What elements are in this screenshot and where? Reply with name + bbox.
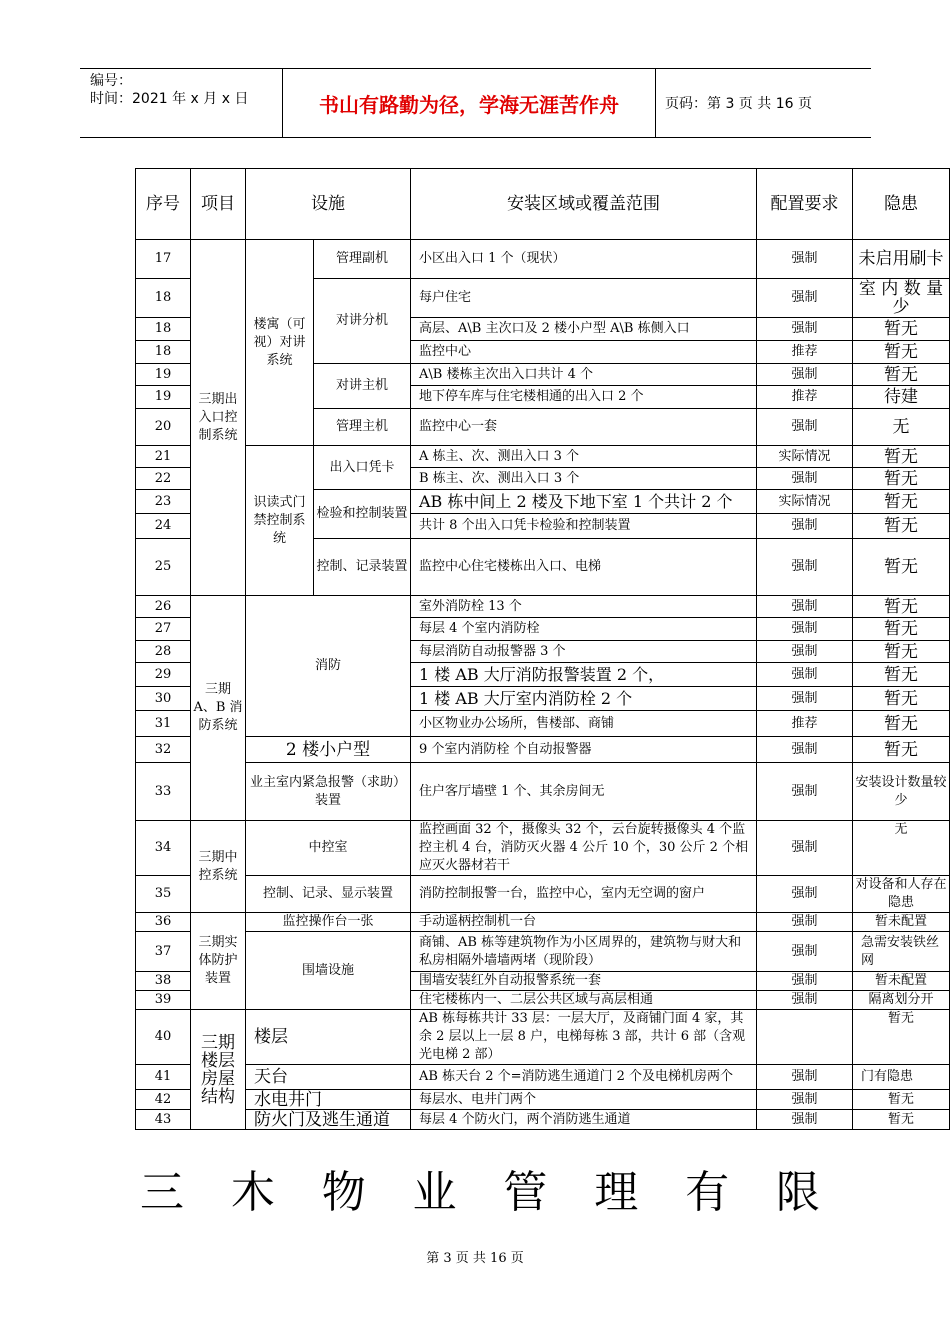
requirement-cell: 实际情况	[757, 446, 853, 468]
area-cell: 共计 8 个出入口凭卡检验和控制装置	[411, 514, 757, 539]
area-cell: 手动遥柄控制机一台	[411, 913, 757, 932]
requirement-cell: 强制	[757, 1090, 853, 1110]
number-label: 编号：	[90, 73, 132, 89]
area-cell: 每层 4 个室内消防栓	[411, 618, 757, 641]
header-cell-facility: 设施	[246, 169, 411, 240]
row-index: 36	[136, 913, 191, 932]
row-index: 31	[136, 711, 191, 737]
hazard-cell: 安装设计数量较少	[853, 763, 950, 821]
requirement-cell: 强制	[757, 737, 853, 763]
requirement-cell: 强制	[757, 763, 853, 821]
table-row	[136, 240, 950, 279]
banner-char: 限	[775, 1167, 820, 1218]
row-index: 21	[136, 446, 191, 468]
area-cell: AB 栋每栋共计 33 层：一层大厅，及商铺门面 4 家，其余 2 层以上一层 8 户，电梯每栋 3 部，共计 6 部（含观光电梯 2 部）	[411, 1010, 757, 1065]
requirement-cell: 强制	[757, 468, 853, 490]
project-building-structure: 三期楼层房屋结构	[191, 1010, 246, 1130]
area-cell: 每层 4 个防火门，两个消防逃生通道	[411, 1110, 757, 1130]
hazard-cell: 急需安装铁丝网	[853, 932, 950, 972]
table-header-row	[136, 169, 950, 240]
hazard-cell: 暂无	[853, 364, 950, 386]
banner-char: 三	[140, 1167, 184, 1218]
requirement-cell: 强制	[757, 1110, 853, 1130]
row-index: 17	[136, 240, 191, 279]
facility-card-system: 识读式门禁控制系统	[246, 446, 314, 596]
requirement-cell: 强制	[757, 318, 853, 341]
table-row	[136, 1010, 950, 1065]
project-fire: 三期 A、B 消防系统	[191, 596, 246, 821]
requirement-cell: 强制	[757, 240, 853, 279]
area-cell: 商铺、AB 栋等建筑物作为小区周界的，建筑物与财大和私房相隔外墙墙两堵（现阶段）	[411, 932, 757, 972]
requirement-cell: 强制	[757, 991, 853, 1010]
hazard-cell: 待建	[853, 386, 950, 409]
table-row	[136, 876, 950, 913]
area-cell: 高层、A\B 主次口及 2 楼小户型 A\B 栋侧入口	[411, 318, 757, 341]
facility-sub: 对讲主机	[314, 364, 411, 409]
requirement-cell: 强制	[757, 364, 853, 386]
area-cell: 小区出入口 1 个（现状）	[411, 240, 757, 279]
requirement-cell: 强制	[757, 514, 853, 539]
banner-char: 有	[685, 1167, 730, 1218]
facility-sub: 对讲分机	[314, 279, 411, 364]
table-row	[136, 1065, 950, 1090]
table-row	[136, 913, 950, 932]
area-cell: A 栋主、次、测出入口 3 个	[411, 446, 757, 468]
hazard-cell: 暂无	[853, 341, 950, 364]
row-index: 34	[136, 821, 191, 876]
area-cell: 住宅楼栋内一、二层公共区域与高层相通	[411, 991, 757, 1010]
area-cell: AB 栋中间上 2 楼及下地下室 1 个共计 2 个	[411, 490, 757, 514]
requirement-cell: 强制	[757, 641, 853, 663]
facility-cell: 水电井门	[246, 1090, 411, 1110]
row-index: 43	[136, 1110, 191, 1130]
facility-cell: 业主室内紧急报警（求助）装置	[246, 763, 411, 821]
area-cell: 1 楼 AB 大厅消防报警装置 2 个，	[411, 663, 757, 687]
hazard-cell: 暂无	[853, 663, 950, 687]
hazard-cell: 暂无	[853, 711, 950, 737]
banner-char: 物	[321, 1167, 366, 1218]
banner-char: 业	[412, 1167, 457, 1218]
facility-intercom-system: 楼寓（可视）对讲系统	[246, 240, 314, 446]
area-cell: 每层消防自动报警器 3 个	[411, 641, 757, 663]
area-cell: 监控画面 32 个，摄像头 32 个，云台旋转摄像头 4 个监控主机 4 台，消防灭火器 4 公斤 10 个，30 公斤 2 个相应灭火器材若干	[411, 821, 757, 876]
requirement-cell: 强制	[757, 279, 853, 318]
requirement-cell: 强制	[757, 409, 853, 446]
hazard-cell: 隔离划分开	[853, 991, 950, 1010]
area-cell: 监控中心一套	[411, 409, 757, 446]
row-index: 22	[136, 468, 191, 490]
row-index: 24	[136, 514, 191, 539]
row-index: 42	[136, 1090, 191, 1110]
hazard-cell: 暂无	[853, 687, 950, 711]
area-cell: 消防控制报警一台，监控中心，室内无空调的窗户	[411, 876, 757, 913]
hazard-cell: 未启用刷卡	[853, 240, 950, 279]
header-page-number: 页码：第 3 页 共 16 页	[665, 96, 812, 112]
facility-cell: 2 楼小户型	[246, 737, 411, 763]
facility-cell: 天台	[246, 1065, 411, 1090]
row-index: 19	[136, 364, 191, 386]
hazard-cell: 暂无	[853, 490, 950, 514]
security-facilities-table	[135, 168, 950, 1130]
facility-cell: 防火门及逃生通道	[246, 1110, 411, 1130]
hazard-cell: 无	[853, 821, 950, 876]
area-cell: 小区物业办公场所，售楼部、商铺	[411, 711, 757, 737]
row-index: 38	[136, 972, 191, 991]
facility-sub: 控制、记录装置	[314, 539, 411, 596]
hazard-cell: 对设备和人存在隐患	[853, 876, 950, 913]
table-row	[136, 763, 950, 821]
project-physical-protection: 三期实体防护装置	[191, 913, 246, 1010]
facility-fire: 消防	[246, 596, 411, 737]
hazard-cell: 暂未配置	[853, 972, 950, 991]
facility-sub: 检验和控制装置	[314, 490, 411, 539]
area-cell: AB 栋天台 2 个=消防逃生通道门 2 个及电梯机房两个	[411, 1065, 757, 1090]
hazard-cell: 暂无	[853, 446, 950, 468]
requirement-cell: 强制	[757, 596, 853, 618]
header-cell-area: 安装区域或覆盖范围	[411, 169, 757, 240]
hazard-cell: 暂未配置	[853, 913, 950, 932]
requirement-cell: 强制	[757, 1065, 853, 1090]
facility-cell: 监控操作台一张	[246, 913, 411, 932]
row-index: 32	[136, 737, 191, 763]
facility-sub: 出入口凭卡	[314, 446, 411, 490]
table-row	[136, 446, 950, 468]
row-index: 27	[136, 618, 191, 641]
facility-cell: 围墙设施	[246, 932, 411, 1010]
hazard-cell: 暂无	[853, 318, 950, 341]
hazard-cell: 暂无	[853, 1090, 950, 1110]
row-index: 18	[136, 279, 191, 318]
banner-char: 木	[230, 1167, 275, 1218]
area-cell: 室外消防栓 13 个	[411, 596, 757, 618]
banner-char: 理	[594, 1167, 639, 1218]
row-index: 25	[136, 539, 191, 596]
row-index: 29	[136, 663, 191, 687]
area-cell: 1 楼 AB 大厅室内消防栓 2 个	[411, 687, 757, 711]
requirement-cell: 推荐	[757, 386, 853, 409]
row-index: 19	[136, 386, 191, 409]
header-cell-requirement: 配置要求	[757, 169, 853, 240]
area-cell: 9 个室内消防栓 个自动报警器	[411, 737, 757, 763]
header-meta	[80, 69, 283, 137]
area-cell: 地下停车库与住宅楼相通的出入口 2 个	[411, 386, 757, 409]
facility-cell: 楼层	[246, 1010, 411, 1065]
hazard-cell: 暂无	[853, 596, 950, 618]
requirement-cell: 实际情况	[757, 490, 853, 514]
area-cell: 监控中心	[411, 341, 757, 364]
header-motto: 书山有路勤为径，学海无涯苦作舟	[283, 69, 656, 137]
requirement-cell: 强制	[757, 876, 853, 913]
hazard-cell: 暂无	[853, 618, 950, 641]
hazard-cell: 暂无	[853, 468, 950, 490]
page-header	[80, 68, 871, 138]
area-cell: 每层水、电井门两个	[411, 1090, 757, 1110]
company-banner	[140, 1156, 820, 1220]
area-cell: A\B 楼栋主次出入口共计 4 个	[411, 364, 757, 386]
table-row	[136, 1090, 950, 1110]
hazard-cell: 暂无	[853, 737, 950, 763]
area-cell: 围墙安装红外自动报警系统一套	[411, 972, 757, 991]
table-row	[136, 1110, 950, 1130]
row-index: 33	[136, 763, 191, 821]
facility-cell: 控制、记录、显示装置	[246, 876, 411, 913]
requirement-cell: 强制	[757, 618, 853, 641]
row-index: 40	[136, 1010, 191, 1065]
header-cell-index: 序号	[136, 169, 191, 240]
hazard-cell: 暂无	[853, 1010, 950, 1065]
row-index: 23	[136, 490, 191, 514]
row-index: 35	[136, 876, 191, 913]
hazard-cell: 暂无	[853, 539, 950, 596]
requirement-cell: 强制	[757, 687, 853, 711]
requirement-cell: 强制	[757, 539, 853, 596]
requirement-cell: 强制	[757, 663, 853, 687]
row-index: 39	[136, 991, 191, 1010]
facility-cell: 中控室	[246, 821, 411, 876]
hazard-cell: 室 内 数 量 少	[853, 279, 950, 318]
hazard-cell: 无	[853, 409, 950, 446]
requirement-cell: 强制	[757, 913, 853, 932]
table-row	[136, 821, 950, 876]
hazard-cell: 门有隐患	[853, 1065, 950, 1090]
project-central-control: 三期中控系统	[191, 821, 246, 913]
banner-char: 管	[503, 1167, 548, 1218]
requirement-cell: 强制	[757, 932, 853, 972]
requirement-cell: 强制	[757, 821, 853, 876]
date-label: 时间：2021 年 x 月 x 日	[90, 91, 249, 107]
area-cell: 住户客厅墙壁 1 个、其余房间无	[411, 763, 757, 821]
facility-sub: 管理副机	[314, 240, 411, 279]
row-index: 20	[136, 409, 191, 446]
requirement-cell: 强制	[757, 972, 853, 991]
area-cell: B 栋主、次、测出入口 3 个	[411, 468, 757, 490]
requirement-cell: 推荐	[757, 711, 853, 737]
row-index: 18	[136, 318, 191, 341]
row-index: 26	[136, 596, 191, 618]
requirement-cell	[757, 1010, 853, 1065]
facility-sub: 管理主机	[314, 409, 411, 446]
row-index: 30	[136, 687, 191, 711]
row-index: 18	[136, 341, 191, 364]
row-index: 37	[136, 932, 191, 972]
row-index: 28	[136, 641, 191, 663]
requirement-cell: 推荐	[757, 341, 853, 364]
page-footer: 第 3 页 共 16 页	[426, 1251, 524, 1266]
table-row	[136, 932, 950, 972]
hazard-cell: 暂无	[853, 514, 950, 539]
hazard-cell: 暂无	[853, 1110, 950, 1130]
header-cell-hazard: 隐患	[853, 169, 950, 240]
area-cell: 每户住宅	[411, 279, 757, 318]
area-cell: 监控中心住宅楼栋出入口、电梯	[411, 539, 757, 596]
header-cell-project: 项目	[191, 169, 246, 240]
row-index: 41	[136, 1065, 191, 1090]
hazard-cell: 暂无	[853, 641, 950, 663]
table-row	[136, 596, 950, 618]
project-access-control: 三期出入口控制系统	[191, 240, 246, 596]
table-row	[136, 737, 950, 763]
